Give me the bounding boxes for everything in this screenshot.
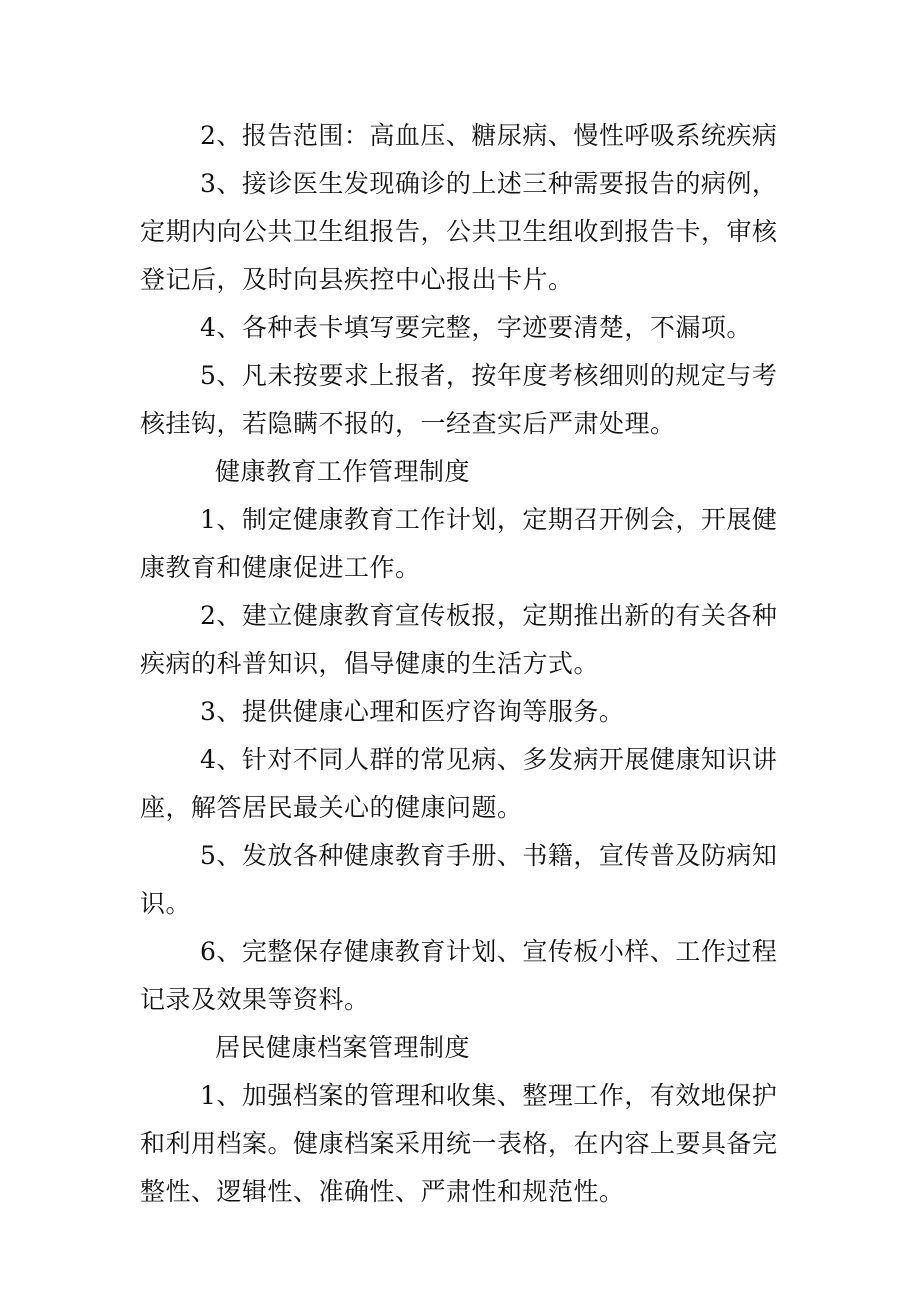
paragraph-doctor-report: 3、接诊医生发现确诊的上述三种需要报告的病例，定期内向公共卫生组报告，公共卫生组收到报告卡，审核登记后，及时向县疾控中心报出卡片。 — [140, 169, 778, 294]
paragraph-archive-management: 1、加强档案的管理和收集、整理工作，有效地保护和利用档案。健康档案采用统一表格，在内容上要具备完整性、逻辑性、准确性、严肃性和规范性。 — [140, 1081, 778, 1206]
paragraph-education-plan: 1、制定健康教育工作计划，定期召开例会，开展健康教育和健康促进工作。 — [140, 505, 778, 582]
paragraph-lectures: 4、针对不同人群的常见病、多发病开展健康知识讲座，解答居民最关心的健康问题。 — [140, 745, 778, 822]
document-body — [140, 112, 790, 1216]
paragraph-education-board: 2、建立健康教育宣传板报，定期推出新的有关各种疾病的科普知识，倡导健康的生活方式。 — [140, 601, 778, 678]
paragraph-records: 6、完整保存健康教育计划、宣传板小样、工作过程记录及效果等资料。 — [140, 937, 778, 1014]
paragraph-penalty: 5、凡未按要求上报者，按年度考核细则的规定与考核挂钩，若隐瞒不报的，一经查实后严肃处理。 — [140, 361, 778, 438]
section-heading-health-records: 居民健康档案管理制度 — [215, 1033, 471, 1062]
paragraph-report-scope: 2、报告范围：高血压、糖尿病、慢性呼吸系统疾病 — [200, 121, 778, 150]
paragraph-handbooks: 5、发放各种健康教育手册、书籍，宣传普及防病知识。 — [140, 841, 778, 918]
paragraph-form-complete: 4、各种表卡填写要完整，字迹要清楚，不漏项。 — [200, 313, 752, 342]
section-heading-health-education: 健康教育工作管理制度 — [215, 457, 471, 486]
paragraph-consulting: 3、提供健康心理和医疗咨询等服务。 — [200, 697, 625, 726]
